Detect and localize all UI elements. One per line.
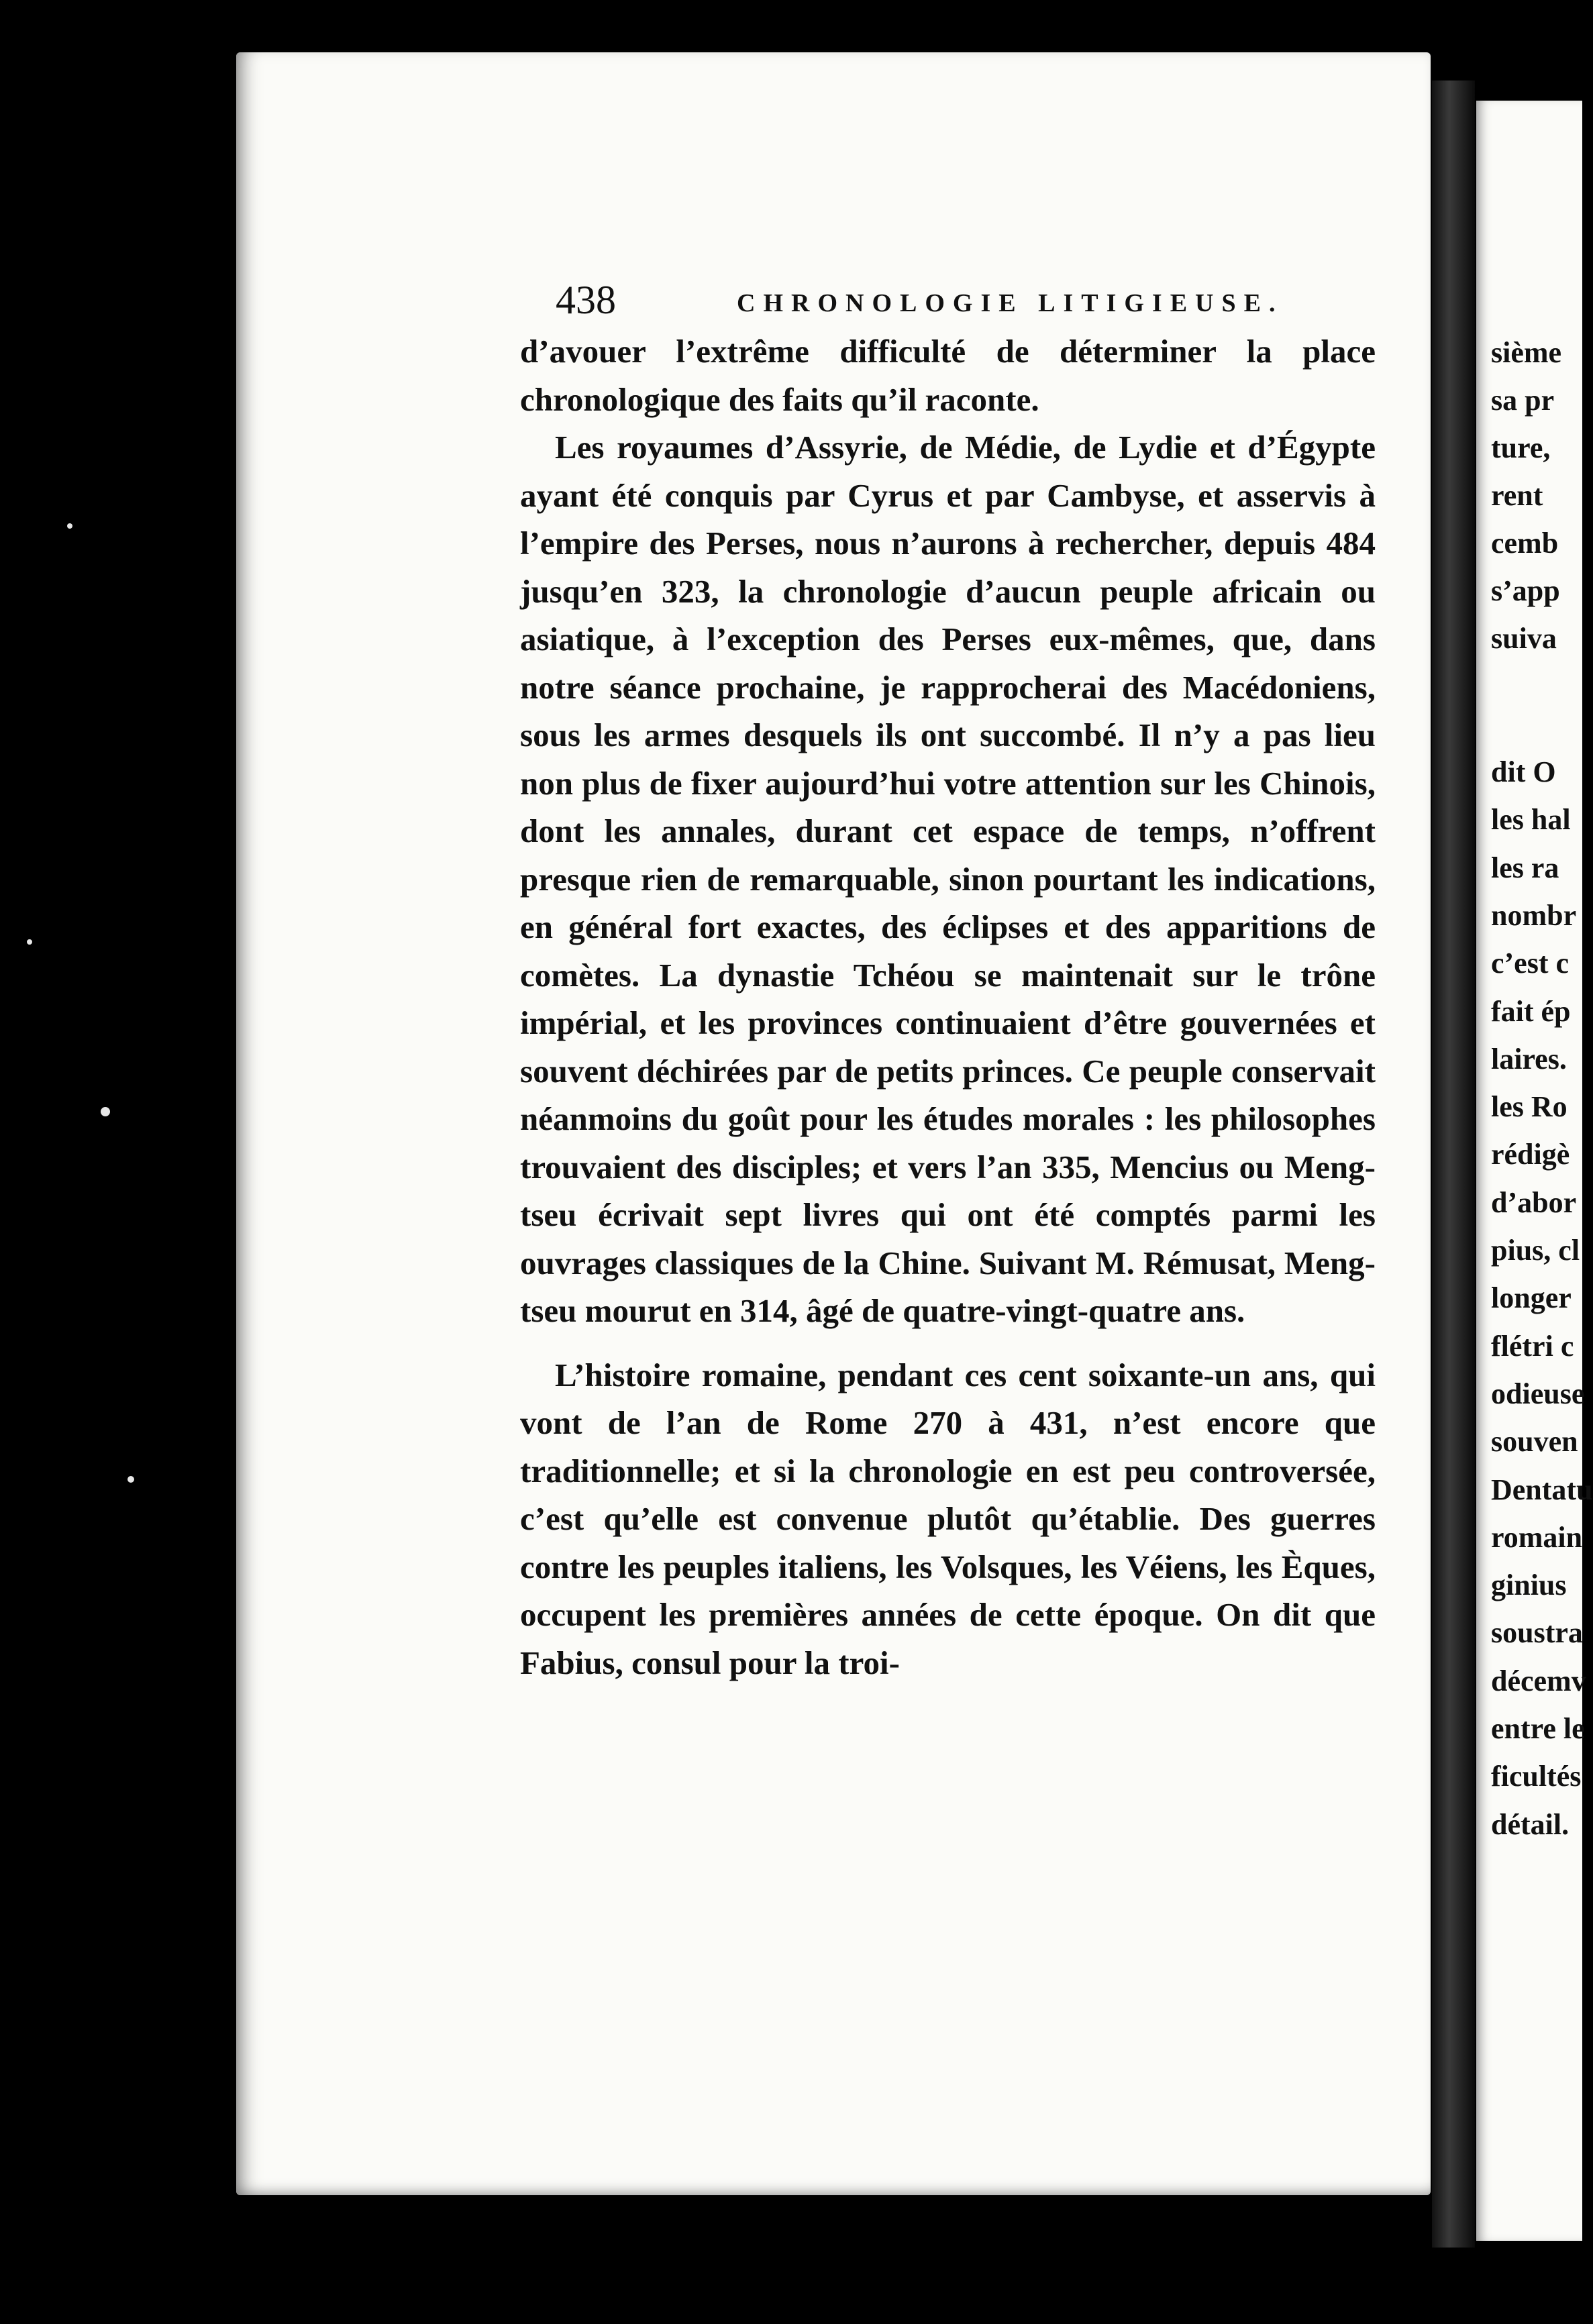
facing-line: s’app — [1491, 574, 1560, 607]
facing-line: flétri c — [1491, 1329, 1574, 1363]
scan-speck — [101, 1107, 110, 1116]
facing-line: sa pr — [1491, 384, 1555, 417]
facing-line: Dentatu — [1491, 1473, 1593, 1506]
facing-line: cemb — [1491, 527, 1559, 560]
facing-line: romain — [1491, 1520, 1583, 1554]
facing-line: souven — [1491, 1425, 1578, 1459]
running-title: CHRONOLOGIE LITIGIEUSE. — [737, 289, 1284, 317]
facing-line: ficultés — [1491, 1760, 1582, 1793]
facing-line: longer — [1491, 1281, 1572, 1315]
facing-line: détail. — [1491, 1807, 1570, 1841]
page-number: 438 — [556, 278, 616, 322]
scan-speck — [27, 939, 32, 945]
paragraph: L’histoire romaine, pendant ces cent soixante-un ans, qui vont de l’an de Rome 270 à 431, n’est encore que traditionnelle; et si la chronologie en est peu controversée, c’est qu’elle est convenue plutôt qu’établie. Des guerres contre les peuples italiens, les Volsques, les Véiens, les Èques, occupent les premières années de cette époque. On dit que Fabius, consul pour la troi- — [520, 1356, 1376, 1681]
facing-line: les Ro — [1491, 1090, 1568, 1124]
facing-line: les ra — [1491, 851, 1559, 884]
facing-line: fait ép — [1491, 994, 1571, 1028]
facing-line: rédigè — [1491, 1138, 1570, 1171]
scan-speck — [127, 1476, 134, 1483]
facing-line: sième — [1491, 336, 1562, 369]
facing-line: nombr — [1491, 898, 1577, 932]
facing-page-text — [1491, 335, 1593, 1892]
facing-line: décemv — [1491, 1664, 1586, 1697]
facing-line: entre le — [1491, 1712, 1585, 1745]
facing-line: c’est c — [1491, 947, 1570, 980]
facing-line: odieuse — [1491, 1377, 1585, 1410]
facing-line: ture, — [1491, 431, 1551, 464]
page-header — [556, 276, 1378, 323]
book-gutter — [1432, 81, 1475, 2248]
facing-line: laires. — [1491, 1042, 1567, 1075]
scan-speck — [67, 523, 72, 529]
facing-line: rent — [1491, 479, 1543, 512]
facing-line: d’abor — [1491, 1185, 1577, 1219]
facing-line: les hal — [1491, 803, 1571, 837]
paragraph: Les royaumes d’Assyrie, de Médie, de Lydie et d’Égypte ayant été conquis par Cyrus et par Cambyse, et asservis à l’empire des Perses, nous n’aurons à rechercher, depuis 484 jusqu’en 323, la chronologie d’aucun peuple africain ou asiatique, à l’exception des Perses eux-mêmes, que, dans notre séance prochaine, je rapprocherai des Macédoniens, sous les armes desquels ils ont succombé. Il n’y a pas lieu non plus de fixer aujourd’hui votre attention sur les Chinois, dont les annales, durant cet espace de temps, n’offrent presque rien de remarquable, sinon pourtant les indications, en général fort exactes, des éclipses et des apparitions de comètes. La dynastie Tchéou se maintenait sur le trône impérial, et les provinces continuaient d’être gouvernées et souvent déchirées par de petits princes. Ce peuple conservait néanmoins du goût pour les études morales : les philosophes trouvaient des disciples; et vers l’an 335, Mencius ou Meng-tseu écrivait sept livres qui ont été comptés parmi les ouvrages classiques de la Chine. Suivant M. Rémusat, Meng-tseu mourut en 314, âgé de quatre-vingt-quatre ans. — [520, 429, 1376, 1329]
body-text — [520, 327, 1376, 1687]
facing-line: soustra — [1491, 1616, 1583, 1650]
facing-line: pius, cl — [1491, 1234, 1580, 1267]
facing-line: ginius — [1491, 1569, 1567, 1602]
facing-line: suiva — [1491, 622, 1557, 655]
paragraph: d’avouer l’extrême difficulté de déterminer la place chronologique des faits qu’il raconte. — [520, 333, 1376, 418]
facing-line: dit O — [1491, 755, 1556, 788]
